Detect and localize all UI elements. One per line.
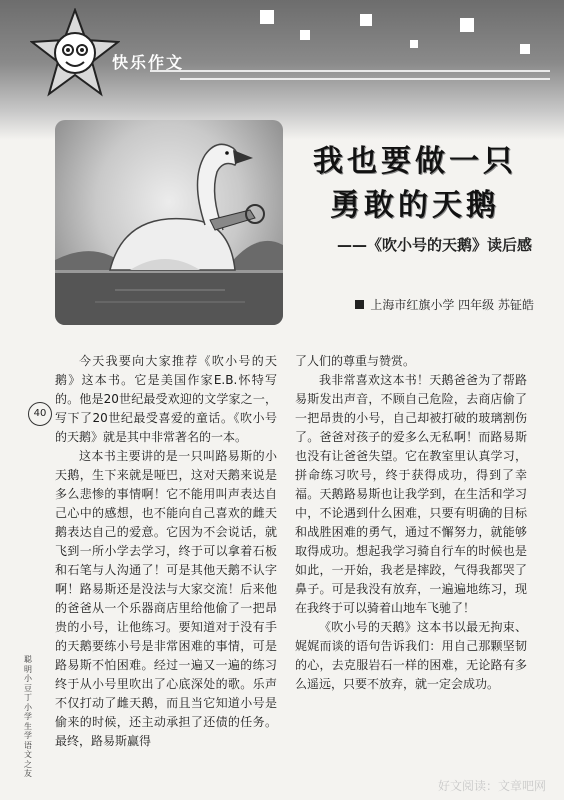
- square-bullet-icon: [355, 300, 364, 309]
- page-number: 40: [28, 402, 52, 426]
- paragraph: 我非常喜欢这本书！天鹅爸爸为了帮路易斯发出声音，不顾自己危险，去商店偷了一把昂贵的小号，自己却被打破的玻璃割伤了。爸爸对孩子的爱多么无私啊！而路易斯也没有让爸爸失望。它在教室里认真学习，拼命练习吹号，终于获得成功，得到了幸福。天鹅路易斯也让我学到，在生活和学习中，不论遇到什么困难，只要有明确的目标和战胜困难的勇气，通过不懈努力，就能够取得成功。想起我学习骑自行车的时候也是如此，一开始，我老是摔跤，气得我都哭了鼻子。可是我没有放弃，一遍遍地练习，现在我终于可以骑着山地车飞驰了！: [295, 373, 527, 615]
- author-name: 上海市红旗小学 四年级 苏钲皓: [370, 298, 534, 312]
- article-title-line-2: 勇敢的天鹅: [330, 188, 500, 223]
- column-label: 快乐作文: [112, 53, 185, 72]
- header-banner: [0, 0, 564, 140]
- cartoon-kid-icon: [30, 8, 120, 98]
- banner-stripe: [150, 70, 550, 72]
- banner-decoration: [260, 10, 274, 24]
- paragraph: 这本书主要讲的是一只叫路易斯的小天鹅，生下来就是哑巴，这对天鹅来说是多么悲惨的事情啊！它不能用叫声表达自己心中的感想，也不能向自己喜欢的雌天鹅表达自己的爱意。它因为不会说话，就飞到一所小学去学习，终于可以拿着石板和石笔与人沟通了！可是其他天鹅不认字啊！路易斯还是没法与大家交流！后来他的爸爸从一个乐器商店里给他偷了一把昂贵的小号，让他练习。要知道对于没有手的天鹅要练小号是非常困难的事情，可是路易斯不怕困难。经过一遍又一遍的练习终于从小号里吹出了心底深处的歌。乐声不仅打动了雌天鹅，而且当它知道小号是偷来的时候，还主动承担了还债的任务。最终，路易斯赢得: [55, 449, 277, 748]
- banner-decoration: [300, 30, 310, 40]
- swan-with-trumpet-photo: [55, 120, 283, 325]
- author-line: [355, 296, 534, 313]
- article-subtitle: ——《吹小号的天鹅》读后感: [336, 236, 532, 254]
- banner-decoration: [410, 40, 418, 48]
- magazine-side-text: 聪明小豆丁 小学生学语文之友: [24, 655, 32, 778]
- banner-decoration: [520, 44, 530, 54]
- paragraph: 了人们的尊重与赞赏。: [295, 354, 416, 368]
- paragraph: 《吹小号的天鹅》这本书以最无拘束、娓娓而谈的语句告诉我们：用自己那颗坚韧的心，去克服岩石一样的困难，无论路有多么遥远，只要不放弃，就一定会成功。: [295, 620, 527, 691]
- banner-stripe: [180, 78, 550, 80]
- watermark: 好文阅读：文章吧网: [437, 779, 546, 793]
- article-title-block: [290, 140, 540, 255]
- banner-decoration: [460, 18, 474, 32]
- banner-decoration: [360, 14, 372, 26]
- body-left-column: [55, 352, 277, 751]
- article-title-line-1: 我也要做一只: [313, 144, 517, 179]
- body-right-column: [295, 352, 527, 694]
- paragraph: 今天我要向大家推荐《吹小号的天鹅》这本书。它是美国作家E.B.怀特写的。他是20世纪最受欢迎的文学家之一，写下了20世纪最受喜爱的童话。《吹小号的天鹅》就是其中非常著名的一本。: [55, 354, 277, 444]
- swan-illustration: [55, 120, 283, 325]
